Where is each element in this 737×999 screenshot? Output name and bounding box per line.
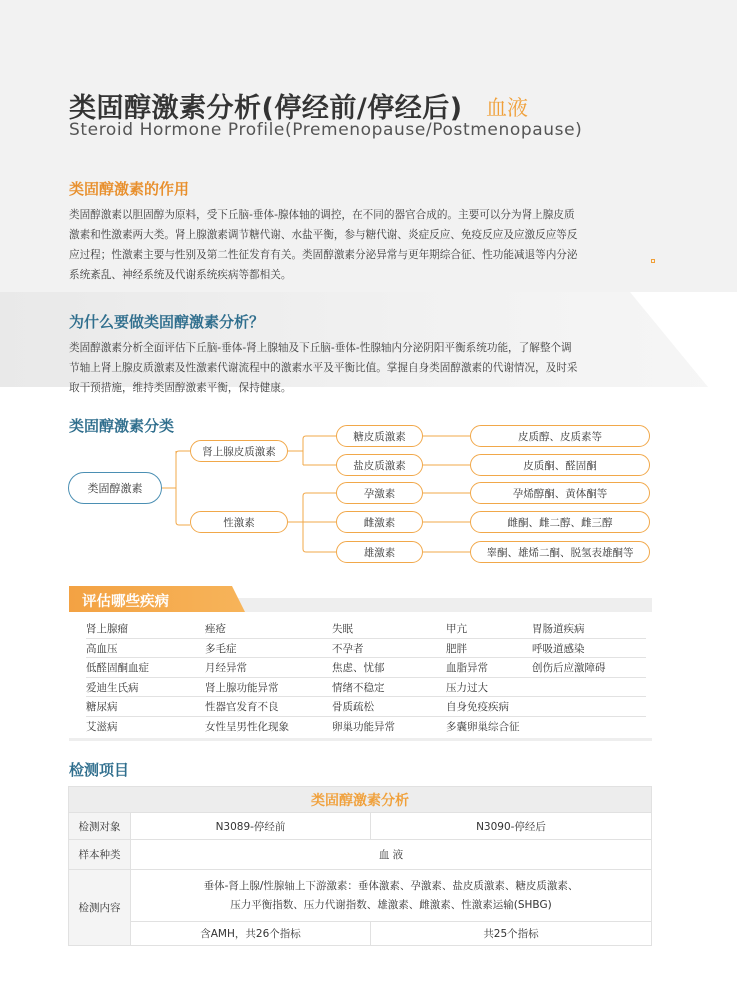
section-heading-classification: 类固醇激素分类 — [69, 417, 175, 435]
table-row — [69, 870, 652, 922]
disease-cell: 血脂异常 — [446, 662, 488, 674]
disease-cell: 多毛症 — [205, 642, 237, 655]
disease-cell: 肾上腺功能异常 — [205, 681, 279, 694]
disease-cell: 肾上腺瘤 — [86, 623, 128, 635]
disease-cell: 卵巢功能异常 — [332, 720, 395, 733]
section-heading-why: 为什么要做类固醇激素分析？ — [69, 313, 265, 331]
role-line: 系统紊乱、神经系统及代谢系统疾病等都相关。 — [69, 269, 292, 281]
table-row — [69, 787, 652, 813]
label-sample: 样本种类 — [69, 840, 131, 870]
table-row — [86, 697, 646, 717]
node-glucocorticoid: 糖皮质激素 — [336, 425, 423, 447]
node-sex-hormones: 性激素 — [190, 511, 288, 533]
node-androgen: 雄激素 — [336, 541, 423, 563]
disease-cell: 月经异常 — [205, 662, 247, 674]
disease-cell: 不孕者 — [332, 642, 364, 655]
label-content: 检测内容 — [69, 870, 131, 946]
disease-cell: 骨质疏松 — [332, 701, 374, 713]
why-paragraph — [69, 338, 659, 398]
node-example-mineralocorticoid: 皮质酮、醛固酮 — [470, 454, 650, 476]
node-adrenal-cortical: 肾上腺皮质激素 — [190, 440, 288, 462]
page-title: 类固醇激素分析(停经前/停经后) — [69, 93, 463, 124]
corner-marker — [651, 259, 655, 263]
count-premenopause: 含AMH，共26个指标 — [131, 922, 371, 946]
table-row — [69, 922, 652, 946]
sample-value: 血 液 — [131, 840, 652, 870]
why-line: 取干预措施，维持类固醇激素平衡，保持健康。 — [69, 382, 292, 394]
section-heading-diseases: 评估哪些疾病 — [82, 594, 169, 610]
page-subtitle: 血液 — [486, 96, 528, 120]
test-table-title: 类固醇激素分析 — [69, 787, 652, 813]
why-line: 类固醇激素分析全面评估下丘脑-垂体-肾上腺轴及下丘脑-垂体-性腺轴内分泌阴阳平衡系统功能，了解整个调 — [69, 342, 572, 354]
node-example-androgen: 睾酮、雄烯二酮、脱氢表雄酮等 — [470, 541, 650, 563]
disease-cell: 情绪不稳定 — [332, 681, 385, 694]
table-row — [86, 619, 646, 639]
section-heading-role: 类固醇激素的作用 — [69, 180, 190, 198]
disease-cell: 女性呈男性化现象 — [205, 720, 289, 733]
disease-cell: 焦虑、忧郁 — [332, 662, 385, 674]
page-title-english: Steroid Hormone Profile(Premenopause/Postmenopause) — [69, 120, 583, 140]
disease-cell: 胃肠道疾病 — [532, 623, 585, 635]
node-example-glucocorticoid: 皮质醇、皮质素等 — [470, 425, 650, 447]
table-row — [86, 639, 646, 659]
role-line: 激素和性激素两大类。肾上腺激素调节糖代谢、水盐平衡，参与糖代谢、炎症反应、免疫反应及应激反应等反 — [69, 229, 578, 241]
disease-cell: 痤疮 — [205, 623, 226, 635]
diseases-table — [86, 619, 646, 736]
disease-cell: 甲亢 — [446, 623, 467, 635]
node-example-progestogen: 孕烯醇酮、黄体酮等 — [470, 482, 650, 504]
disease-cell: 爱迪生氏病 — [86, 681, 139, 694]
why-line: 节轴上肾上腺皮质激素及性激素代谢流程中的激素水平及平衡比值。掌握自身类固醇激素的代谢情况，及时采 — [69, 362, 578, 374]
disease-cell: 糖尿病 — [86, 701, 118, 713]
role-line: 应过程；性激素主要与性别及第二性征发育有关。类固醇激素分泌异常与更年期综合征、性功能减退等内分泌 — [69, 249, 578, 261]
node-mineralocorticoid: 盐皮质激素 — [336, 454, 423, 476]
disease-cell: 肥胖 — [446, 642, 467, 655]
test-items-table — [68, 786, 652, 946]
node-estrogen: 雌激素 — [336, 511, 423, 533]
content-line: 垂体-肾上腺/性腺轴上下游激素：垂体激素、孕激素、盐皮质激素、糖皮质激素、 — [203, 879, 579, 892]
table-row — [86, 658, 646, 678]
disease-cell: 自身免疫疾病 — [446, 701, 509, 713]
disease-cell: 创伤后应激障碍 — [532, 662, 606, 674]
table-row — [86, 717, 646, 737]
disease-cell: 高血压 — [86, 642, 118, 655]
diseases-bottom-bar — [69, 738, 652, 741]
target-postmenopause: N3090-停经后 — [371, 813, 652, 840]
table-row — [86, 678, 646, 698]
node-root: 类固醇激素 — [68, 472, 162, 504]
content-line: 压力平衡指数、压力代谢指数、雄激素、雌激素、性激素运输(SHBG) — [230, 898, 552, 911]
target-premenopause: N3089-停经前 — [131, 813, 371, 840]
node-progestogen: 孕激素 — [336, 482, 423, 504]
disease-cell: 多囊卵巢综合征 — [446, 720, 520, 733]
table-row — [69, 840, 652, 870]
disease-cell: 性器官发育不良 — [205, 701, 279, 713]
count-postmenopause: 共25个指标 — [371, 922, 652, 946]
disease-cell: 呼吸道感染 — [532, 642, 585, 655]
disease-cell: 失眠 — [332, 623, 353, 635]
label-target: 检测对象 — [69, 813, 131, 840]
node-example-estrogen: 雌酮、雌二醇、雌三醇 — [470, 511, 650, 533]
section-heading-tests: 检测项目 — [69, 761, 130, 779]
content-description — [131, 870, 652, 922]
disease-cell: 低醛固酮血症 — [86, 662, 149, 674]
disease-cell: 压力过大 — [446, 681, 488, 694]
disease-cell: 艾滋病 — [86, 720, 118, 733]
role-paragraph — [69, 205, 659, 285]
table-row — [69, 813, 652, 840]
role-line: 类固醇激素以胆固醇为原料，受下丘脑-垂体-腺体轴的调控，在不同的器官合成的。主要可以分为肾上腺皮质 — [69, 209, 575, 221]
